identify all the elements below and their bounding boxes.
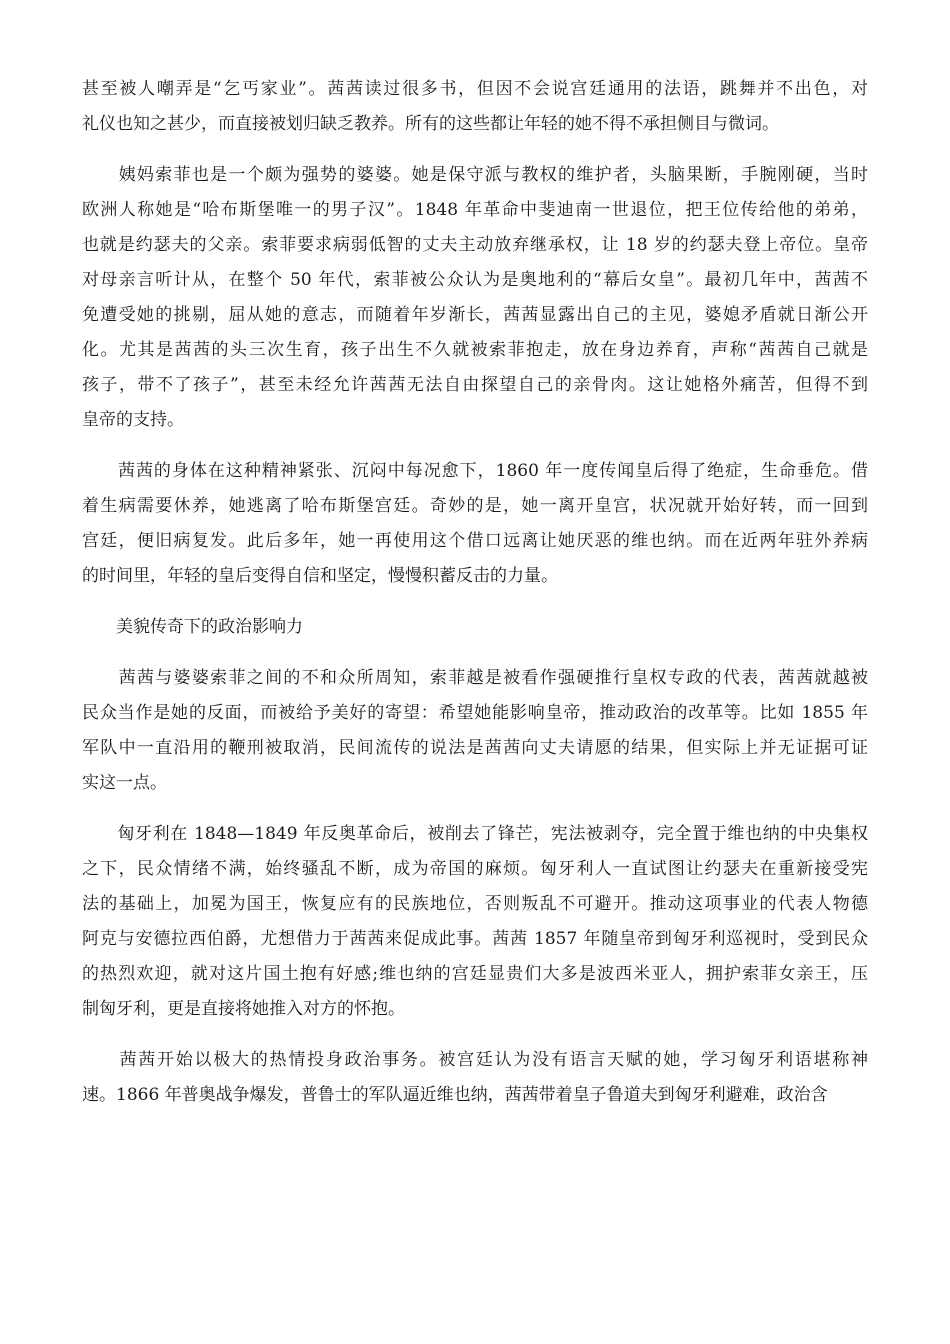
text-line: 化。尤其是茜茜的头三次生育，孩子出生不久就被索菲抱走，放在身边养育，声称“茜茜自己就是 <box>82 340 868 360</box>
paragraph <box>82 817 868 1027</box>
text-line: 法的基础上，加冕为国王，恢复应有的民族地位，否则叛乱不可避开。推动这项事业的代表人物德 <box>82 894 868 914</box>
text-line: 制匈牙利，更是直接将她推入对方的怀抱。 <box>82 999 405 1019</box>
text-line: 民众当作是她的反面，而被给予美好的寄望：希望她能影响皇帝，推动政治的改革等。比如 1855 年 <box>82 703 868 723</box>
text-line: 茜茜的身体在这种精神紧张、沉闷中每况愈下，1860 年一度传闻皇后得了绝症，生命垂危。借 <box>82 461 868 481</box>
paragraph <box>82 454 868 594</box>
paragraph <box>82 661 868 801</box>
section-heading <box>82 610 868 645</box>
text-line: 军队中一直沿用的鞭刑被取消，民间流传的说法是茜茜向丈夫请愿的结果，但实际上并无证据可证 <box>82 738 868 758</box>
text-line: 美貌传奇下的政治影响力 <box>82 617 303 637</box>
text-line: 茜茜与婆婆索菲之间的不和众所周知，索菲越是被看作强硬推行皇权专政的代表，茜茜就越被 <box>82 668 868 688</box>
text-line: 免遭受她的挑剔，屈从她的意志，而随着年岁渐长，茜茜显露出自己的主见，婆媳矛盾就日渐公开 <box>82 305 868 325</box>
text-line: 皇帝的支持。 <box>82 410 184 430</box>
text-line: 的时间里，年轻的皇后变得自信和坚定，慢慢积蓄反击的力量。 <box>82 566 558 586</box>
text-line: 欧洲人称她是“哈布斯堡唯一的男子汉”。1848 年革命中斐迪南一世退位，把王位传给他的弟弟， <box>82 200 868 220</box>
text-line: 礼仪也知之甚少，而直接被划归缺乏教养。所有的这些都让年轻的她不得不承担侧目与微词。 <box>82 114 779 134</box>
text-line: 之下，民众情绪不满，始终骚乱不断，成为帝国的麻烦。匈牙利人一直试图让约瑟夫在重新接受宪 <box>82 859 868 879</box>
text-line: 匈牙利在 1848—1849 年反奥革命后，被削去了锋芒，宪法被剥夺，完全置于维也纳的中央集权 <box>82 824 868 844</box>
text-line: 的热烈欢迎，就对这片国土抱有好感;维也纳的宫廷显贵们大多是波西米亚人，拥护索菲女亲王，压 <box>82 964 868 984</box>
text-line: 也就是约瑟夫的父亲。索菲要求病弱低智的丈夫主动放弃继承权，让 18 岁的约瑟夫登上帝位。皇帝 <box>82 235 868 255</box>
paragraph <box>82 158 868 438</box>
text-line: 着生病需要休养，她逃离了哈布斯堡宫廷。奇妙的是，她一离开皇宫，状况就开始好转，而一回到 <box>82 496 868 516</box>
text-line: 茜茜开始以极大的热情投身政治事务。被宫廷认为没有语言天赋的她，学习匈牙利语堪称神 <box>82 1050 868 1070</box>
document-body <box>82 72 868 1129</box>
paragraph <box>82 1043 868 1113</box>
text-line: 对母亲言听计从，在整个 50 年代，索菲被公众认为是奥地利的“幕后女皇”。最初几年中，茜茜不 <box>82 270 868 290</box>
text-line: 姨妈索菲也是一个颇为强势的婆婆。她是保守派与教权的维护者，头脑果断，手腕刚硬，当时 <box>82 165 868 185</box>
text-line: 孩子，带不了孩子”，甚至未经允许茜茜无法自由探望自己的亲骨肉。这让她格外痛苦，但得不到 <box>82 375 868 395</box>
text-line: 实这一点。 <box>82 773 167 793</box>
text-line: 速。1866 年普奥战争爆发，普鲁士的军队逼近维也纳，茜茜带着皇子鲁道夫到匈牙利避难，政治含 <box>82 1085 828 1105</box>
paragraph <box>82 72 868 142</box>
text-line: 甚至被人嘲弄是“乞丐家业”。茜茜读过很多书，但因不会说宫廷通用的法语，跳舞并不出色，对 <box>82 79 868 99</box>
text-line: 阿克与安德拉西伯爵，尤想借力于茜茜来促成此事。茜茜 1857 年随皇帝到匈牙利巡视时，受到民众 <box>82 929 868 949</box>
text-line: 宫廷，便旧病复发。此后多年，她一再使用这个借口远离让她厌恶的维也纳。而在近两年驻外养病 <box>82 531 868 551</box>
